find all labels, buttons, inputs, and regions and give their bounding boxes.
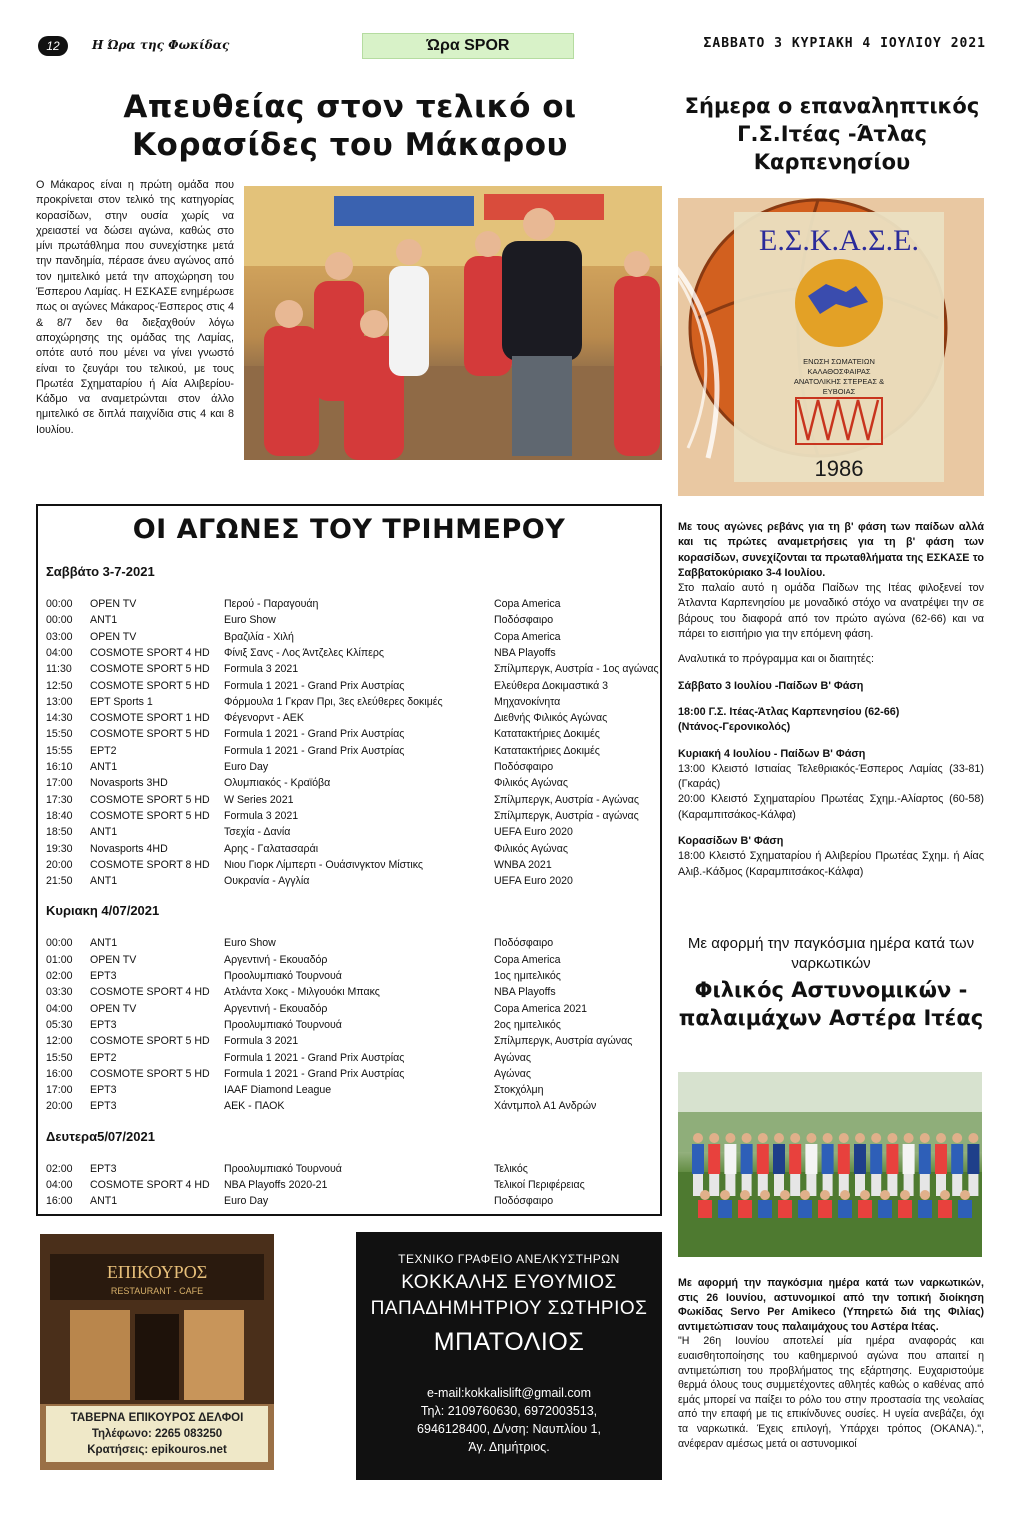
- schedule-channel: COSMOTE SPORT 5 HD: [90, 679, 210, 692]
- schedule-program: Euro Show: [224, 937, 276, 950]
- schedule-row: [46, 1052, 658, 1068]
- player-figure: [919, 1144, 931, 1174]
- lift-email: e-mail:kokkalislift@gmail.com: [426, 1386, 592, 1400]
- schedule-program: Formula 1 2021 - Grand Prix Αυστρίας: [224, 679, 405, 692]
- schedule-title: ΟΙ ΑΓΩΝΕΣ ΤΟΥ ΤΡΙΗΜΕΡΟΥ: [132, 514, 566, 545]
- player-figure: [757, 1144, 769, 1174]
- kneeling-player: [718, 1200, 732, 1218]
- schedule-time: 00:00: [46, 598, 73, 610]
- schedule-program: Τσεχία - Δανία: [224, 826, 291, 839]
- schedule-channel: EPT2: [90, 1051, 117, 1064]
- schedule-category: Copa America 2021: [494, 1002, 588, 1015]
- kneeling-player-head: [740, 1190, 750, 1200]
- schedule-time: 16:00: [46, 1195, 73, 1208]
- schedule-time: 17:00: [46, 777, 73, 790]
- schedule-channel: ANT1: [90, 826, 118, 839]
- schedule-channel: OPEN TV: [90, 1002, 137, 1015]
- logo-caption-2: ΚΑΛΑΘΟΣΦΑΙΡΑΣ: [807, 367, 871, 376]
- article-body-korasides: Ο Μάκαρος είναι η πρώτη ομάδα που προκρίνεται στον τελικό της κατηγορίας κορασίδων, στην ουσία χωρίς να χρειαστεί να δώσει αγώνα, καθώς στο μίνι πρωτάθλημα που συνεχίστηκε μετά την πανδημία, πέρασε άνευ αγώνος από τον ημιτελικό μετά την αποχώρηση του Έσπερου Λαμίας. Η ΕΣΚΑΣΕ ενημέρωσε πως οι αγώνες Μάκαρος-Έσπερος στις 4 & 8/7 δεν θα διεξαχθούν λόγω αποχώρησης της ομάδας της Λαμίας, οπότε αυτό που μένει να γίνει γνωστό είναι το ζευγάρι του τελικού, με τους Πρωτέα Σχηματαρίου ή Αία Αλιβερίου-Κάδμο να αναμετρώνται στον άλλο ημιτελικό σε διπλά παιχνίδια στις 4 και 8 Ιουλίου.: [36, 179, 234, 436]
- schedule-program: Formula 1 2021 - Grand Prix Αυστρίας: [224, 744, 405, 757]
- kneeling-player: [898, 1200, 912, 1218]
- lift-line2: ΚΟΚΚΑΛΗΣ ΕΥΘΥΜΙΟΣ: [401, 1272, 617, 1293]
- lift-line1: ΤΕΧΝΙΚΟ ΓΡΑΦΕΙΟ ΑΝΕΛΚΥΣΤΗΡΩΝ: [398, 1252, 620, 1266]
- logo-title: Ε.Σ.Κ.Α.Σ.Ε.: [759, 224, 919, 257]
- schedule-category: Σπίλμπεργκ, Αυστρία - αγώνας: [494, 809, 639, 822]
- paper-name: Η Ώρα της Φωκίδας: [92, 38, 230, 52]
- schedule-program: Αργεντινή - Εκουαδόρ: [224, 953, 328, 966]
- schedule-channel: Novasports 3HD: [90, 777, 168, 790]
- schedule-row: [46, 712, 658, 728]
- schedule-program: Προολυμπιακό Τουρνουά: [224, 1018, 342, 1031]
- schedule-channel: EPT3: [90, 1162, 117, 1175]
- photo-team-group: [678, 1072, 982, 1257]
- player-head: [887, 1133, 897, 1143]
- player-figure: [708, 1144, 720, 1174]
- schedule-row: [46, 1195, 658, 1211]
- kneeling-player-head: [940, 1190, 950, 1200]
- schedule-program: Φίνιξ Σανς - Λος Άντζελες Κλίπερς: [224, 646, 385, 659]
- kneeling-player-head: [800, 1190, 810, 1200]
- schedule-channel: EPT3: [90, 1084, 117, 1097]
- player-head: [968, 1133, 978, 1143]
- schedule-row: [46, 1179, 658, 1195]
- kneeling-player: [738, 1200, 752, 1218]
- schedule-program: Προολυμπιακό Τουρνουά: [224, 1162, 342, 1175]
- schedule-program: Euro Show: [224, 614, 276, 627]
- schedule-channel: EPT Sports 1: [90, 695, 153, 708]
- schedule-time: 03:30: [46, 986, 73, 999]
- tavern-info: [46, 1406, 268, 1462]
- player-legs: [871, 1174, 881, 1196]
- schedule-program: Formula 3 2021: [224, 809, 299, 822]
- schedule-category: UEFA Euro 2020: [494, 826, 573, 839]
- schedule-row: [46, 937, 658, 953]
- schedule-row: [46, 1003, 658, 1019]
- player-figure: [903, 1144, 915, 1174]
- player-figure: [854, 1144, 866, 1174]
- schedule-row: [46, 1019, 658, 1035]
- itea-sun-head: Κυριακή 4 Ιουλίου - Παίδων Β' Φάση: [678, 747, 866, 760]
- player-figure: [886, 1144, 898, 1174]
- player-head: [790, 1133, 800, 1143]
- schedule-category: Μηχανοκίνητα: [494, 695, 561, 708]
- schedule-category: Copa America: [494, 953, 561, 966]
- schedule-category: Αγώνας: [494, 1051, 531, 1064]
- kneeling-player-head: [960, 1190, 970, 1200]
- player-head: [709, 1133, 719, 1143]
- schedule-time: 21:50: [46, 875, 73, 888]
- kneeling-player: [818, 1200, 832, 1218]
- schedule-row: [46, 761, 658, 777]
- schedule-time: 16:00: [46, 1067, 73, 1080]
- schedule-time: 16:10: [46, 761, 73, 773]
- schedule-program: NBA Playoffs 2020-21: [224, 1179, 328, 1191]
- schedule-program: Νιου Γιορκ Λίμπερτι - Ουάσινγκτον Μίστικς: [224, 858, 423, 871]
- schedule-category: Ελεύθερα Δοκιμαστικά 3: [494, 679, 609, 692]
- schedule-time: 12:50: [46, 679, 73, 692]
- player-figure: [967, 1144, 979, 1174]
- schedule-row: [46, 745, 658, 761]
- kneeling-player: [958, 1200, 972, 1218]
- schedule-category: Φιλικός Αγώνας: [494, 777, 568, 790]
- schedule-program: IAAF Diamond League: [224, 1084, 332, 1097]
- player-head: [774, 1133, 784, 1143]
- schedule-row: [46, 631, 658, 647]
- kneeling-player: [858, 1200, 872, 1218]
- kneeling-player: [878, 1200, 892, 1218]
- itea-para3: Αναλυτικά το πρόγραμμα και οι διαιτητές:: [678, 653, 874, 666]
- player-head: [839, 1133, 849, 1143]
- issue-date: ΣΑΒΒΑΤΟ 3 ΚΥΡΙΑΚΗ 4 ΙΟΥΛΙΟΥ 2021: [703, 36, 986, 51]
- schedule-category: NBA Playoffs: [494, 646, 556, 659]
- player-figure: [692, 1144, 704, 1174]
- player-figure: [951, 1144, 963, 1174]
- schedule-row: [46, 970, 658, 986]
- schedule-row: [46, 1163, 658, 1179]
- kneeling-player-head: [880, 1190, 890, 1200]
- article-title-korasides: Απευθείας στον τελικό οι Κορασίδες του Μάκαρου: [123, 89, 577, 163]
- schedule-channel: ANT1: [90, 614, 118, 627]
- schedule-program: Formula 3 2021: [224, 663, 299, 676]
- schedule-row: [46, 843, 658, 859]
- schedule-channel: EPT2: [90, 744, 117, 757]
- schedule-channel: COSMOTE SPORT 4 HD: [90, 1179, 210, 1191]
- schedule-program: Euro Day: [224, 1195, 269, 1208]
- schedule-row: [46, 728, 658, 744]
- itea-kor-head: Κορασίδων Β' Φάση: [678, 835, 784, 848]
- schedule-category: Copa America: [494, 630, 561, 643]
- schedule-program: Φέγενορντ - ΑΕΚ: [224, 712, 304, 725]
- player-head: [758, 1133, 768, 1143]
- article-police-text: [678, 1276, 984, 1451]
- lift-line3: ΠΑΠΑΔΗΜΗΤΡΙΟΥ ΣΩΤΗΡΙΟΣ: [370, 1298, 648, 1319]
- player-figure: [870, 1144, 882, 1174]
- itea-sat-refs: (Ντάνος-Γερονικολός): [678, 721, 791, 734]
- schedule-channel: Novasports 4HD: [90, 842, 168, 855]
- itea-sat-head: Σάββατο 3 Ιουλίου -Παίδων Β' Φάση: [678, 679, 864, 692]
- lift-phones: Τηλ: 2109760630, 6972003513,: [420, 1404, 598, 1418]
- player-legs: [790, 1174, 800, 1196]
- schedule-program: Formula 1 2021 - Grand Prix Αυστρίας: [224, 728, 405, 741]
- schedule-program: Formula 1 2021 - Grand Prix Αυστρίας: [224, 1051, 405, 1064]
- lift-address2: Άγ. Δημήτριος.: [468, 1440, 550, 1454]
- player-head: [725, 1133, 735, 1143]
- player-figure: [838, 1144, 850, 1174]
- schedule-channel: COSMOTE SPORT 5 HD: [90, 1067, 210, 1080]
- page-number: 12: [38, 36, 68, 56]
- schedule-row: [46, 954, 658, 970]
- schedule-day-heading: Κυριακη 4/07/2021: [46, 903, 160, 919]
- kneeling-player: [778, 1200, 792, 1218]
- player-head: [693, 1133, 703, 1143]
- player-head: [855, 1133, 865, 1143]
- schedule-category: Τελικός: [494, 1162, 528, 1175]
- player-head: [871, 1133, 881, 1143]
- schedule-category: Copa America: [494, 598, 561, 610]
- schedule-program: W Series 2021: [224, 793, 294, 806]
- schedule-channel: EPT3: [90, 970, 117, 982]
- schedule-program: Formula 3 2021: [224, 1035, 299, 1048]
- lift-contact: [356, 1384, 662, 1456]
- logo-year: 1986: [814, 456, 864, 481]
- kneeling-player-head: [900, 1190, 910, 1200]
- schedule-category: Ποδόσφαιρο: [494, 761, 554, 773]
- schedule-category: UEFA Euro 2020: [494, 875, 573, 888]
- logo-caption-4: ΕΥΒΟΙΑΣ: [822, 387, 856, 396]
- schedule-program: Ατλάντα Χοκς - Μιλγουόκι Μπακς: [224, 986, 380, 999]
- player-figure: [741, 1144, 753, 1174]
- photo-team-group-art: [678, 1072, 982, 1257]
- schedule-channel: ANT1: [90, 761, 118, 773]
- schedule-channel: COSMOTE SPORT 5 HD: [90, 793, 210, 806]
- player-head: [904, 1133, 914, 1143]
- kneeling-player: [938, 1200, 952, 1218]
- schedule-program: Ουκρανία - Αγγλία: [224, 875, 310, 888]
- police-body: "Η 26η Ιουνίου αποτελεί μία ημέρα αναφοράς και ευαισθητοποίησης του καθημερινού αγώνα που απαιτεί η αντιμετώπιση του προβλήματος της εξάρτησης. Ευχαριστούμε θερμά όλους τους συμμετέχοντες αθλητές καθώς ο καθένας από εμάς μπορεί να παίξει το ρόλο του στην προστασία της νεολαίας από την επαφή με τις επικίνδυνες ουσίες. Η υγεία ανεβάζει, όχι τα ναρκωτικά. Έχεις επιλογή, Υπάρχει τρόπος (ΟΚΑΝΑ).", ανέφεραν αμέσως μετά οι αστυνομικοί: [678, 1335, 984, 1450]
- schedule-time: 11:30: [46, 663, 72, 676]
- article-itea-intro: [678, 520, 984, 880]
- schedule-category: WNBA 2021: [494, 858, 552, 871]
- schedule-program: Βραζιλία - Χιλή: [224, 630, 294, 643]
- kneeling-player-head: [860, 1190, 870, 1200]
- tavern-line1: ΤΑΒΕΡΝΑ ΕΠΙΚΟΥΡΟΣ ΔΕΛΦΟΙ: [70, 1412, 244, 1424]
- eskase-logo-image: [678, 198, 984, 496]
- itea-sun-g1: 13:00 Κλειστό Ιστιαίας Τελεθριακός-Έσπερος Λαμίας (33-81) (Γκαράς): [678, 762, 984, 791]
- photo-basketball-team-art: [244, 186, 662, 460]
- schedule-category: Ποδόσφαιρο: [494, 1195, 554, 1208]
- schedule-program: Euro Day: [224, 761, 269, 773]
- schedule-program: Αργεντινή - Εκουαδόρ: [224, 1002, 328, 1015]
- schedule-time: 15:50: [46, 1051, 73, 1064]
- schedule-row: [46, 696, 658, 712]
- kneeling-player-head: [700, 1190, 710, 1200]
- kneeling-player: [758, 1200, 772, 1218]
- schedule-channel: EPT3: [90, 1018, 117, 1031]
- schedule-category: Διεθνής Φιλικός Αγώνας: [494, 712, 608, 725]
- schedule-row: [46, 1100, 658, 1116]
- lift-address1: 6946128400, Δ/νση: Ναυπλίου 1,: [417, 1422, 601, 1436]
- article-police-title: Φιλικός Αστυνομικών - παλαιμάχων Αστέρα Ιτέας: [678, 978, 984, 1030]
- schedule-category: Στοκχόλμη: [494, 1084, 544, 1097]
- photo-basketball-team: [244, 186, 662, 460]
- lift-line4: ΜΠΑΤΟΛΙΟΣ: [433, 1328, 585, 1356]
- schedule-row: [46, 614, 658, 630]
- schedule-category: 1ος ημιτελικός: [494, 970, 561, 982]
- schedule-time: 20:00: [46, 1100, 73, 1113]
- schedule-row: [46, 1068, 658, 1084]
- schedule-channel: COSMOTE SPORT 1 HD: [90, 712, 210, 725]
- article-police-kicker: Με αφορμή την παγκόσμια ημέρα κατά των ναρκωτικών: [687, 935, 975, 972]
- schedule-row: [46, 1035, 658, 1051]
- schedule-category: Κατατακτήριες Δοκιμές: [494, 728, 600, 741]
- tavern-line3: Κρατήσεις: epikouros.net: [87, 1444, 227, 1456]
- tavern-line2: Τηλέφωνο: 2265 083250: [91, 1428, 223, 1440]
- player-figure: [789, 1144, 801, 1174]
- itea-sun-g2: 20:00 Κλειστό Σχηματαρίου Πρωτέας Σχημ.-Αλίαρτος (60-58) (Καραμπιτσάκος-Κάλφα): [678, 793, 984, 821]
- schedule-category: Ποδόσφαιρο: [494, 937, 554, 950]
- schedule-program: Ολυμπιακός - Κραϊόβα: [224, 777, 331, 790]
- schedule-time: 05:30: [46, 1018, 73, 1031]
- player-head: [823, 1133, 833, 1143]
- eskase-logo-art: [678, 198, 984, 496]
- schedule-program: Περού - Παραγουάη: [224, 598, 319, 610]
- ad-tavern-epikouros: [40, 1234, 274, 1470]
- schedule-category: Αγώνας: [494, 1067, 531, 1080]
- schedule-time: 18:50: [46, 826, 73, 839]
- player-head: [920, 1133, 930, 1143]
- tavern-sign-sub: RESTAURANT - CAFE: [110, 1286, 204, 1296]
- schedule-channel: COSMOTE SPORT 5 HD: [90, 1035, 210, 1048]
- schedule-row: [46, 810, 658, 826]
- kneeling-player: [918, 1200, 932, 1218]
- schedule-channel: COSMOTE SPORT 4 HD: [90, 646, 210, 659]
- kneeling-player: [798, 1200, 812, 1218]
- schedule-row: [46, 598, 658, 614]
- schedule-row: [46, 875, 658, 891]
- player-head: [806, 1133, 816, 1143]
- schedule-channel: OPEN TV: [90, 630, 137, 643]
- schedule-channel: COSMOTE SPORT 5 HD: [90, 663, 210, 676]
- ad-lift-office: [356, 1232, 662, 1480]
- schedule-program: Formula 1 2021 - Grand Prix Αυστρίας: [224, 1067, 405, 1080]
- player-head: [952, 1133, 962, 1143]
- schedule-row: [46, 794, 658, 810]
- itea-para2: Στο παλαίο αυτό η ομάδα Παίδων της Ιτέας φιλοξενεί τον Άτλαντα Καρπενησίου με μοναδικό στόχο να ανατρέψει την σε βάρους του διαφορά από τον πρώτο αγώνα (62-66) και να πάρει το εισιτήριο για την επόμενη φάση.: [678, 582, 984, 641]
- schedule-category: Σπίλμπεργκ, Αυστρία - 1ος αγώνας: [494, 663, 659, 676]
- schedule-category: 2ος ημιτελικός: [494, 1018, 561, 1031]
- schedule-time: 12:00: [46, 1035, 73, 1048]
- player-figure: [773, 1144, 785, 1174]
- kneeling-player-head: [720, 1190, 730, 1200]
- schedule-channel: EPT3: [90, 1100, 117, 1113]
- player-figure: [822, 1144, 834, 1174]
- schedule-category: Ποδόσφαιρο: [494, 614, 554, 627]
- logo-caption-1: ΕΝΩΣΗ ΣΩΜΑΤΕΙΩΝ: [803, 357, 875, 366]
- kneeling-player: [698, 1200, 712, 1218]
- section-label: Ώρα SPOR: [362, 33, 574, 59]
- schedule-category: Χάντμπολ Α1 Ανδρών: [494, 1100, 597, 1113]
- schedule-day-heading: Σαββάτο 3-7-2021: [46, 564, 155, 579]
- schedule-time: 01:00: [46, 953, 73, 966]
- player-legs: [709, 1174, 719, 1196]
- player-figure: [935, 1144, 947, 1174]
- itea-kor-g1: 18:00 Κλειστό Σχηματαρίου ή Αλιβερίου Πρωτέας Σχημ. ή Αίας Αλιβ.-Κάδμος (Καραμπιτσάκος-Κάλφα): [678, 850, 984, 878]
- schedule-day-heading: Δευτερα5/07/2021: [46, 1128, 155, 1144]
- tavern-sign-text: ΕΠΙΚΟΥΡΟΣ: [106, 1262, 208, 1282]
- schedule-program: ΑΕΚ - ΠΑΟΚ: [224, 1100, 285, 1113]
- kneeling-player-head: [820, 1190, 830, 1200]
- schedule-row: [46, 663, 658, 679]
- schedule-time: 19:30: [46, 842, 73, 855]
- player-head: [936, 1133, 946, 1143]
- schedule-time: 02:00: [46, 970, 73, 982]
- schedule-category: Φιλικός Αγώνας: [494, 842, 568, 855]
- schedule-time: 20:00: [46, 858, 73, 871]
- schedule-time: 15:50: [46, 728, 73, 741]
- schedule-category: Κατατακτήριες Δοκιμές: [494, 744, 600, 757]
- player-figure: [805, 1144, 817, 1174]
- player-legs: [968, 1174, 978, 1196]
- schedule-category: NBA Playoffs: [494, 986, 556, 999]
- itea-sat-game: 18:00 Γ.Σ. Ιτέας-Άτλας Καρπενησίου (62-66): [678, 705, 900, 718]
- schedule-time: 13:00: [46, 695, 73, 708]
- schedule-category: Τελικοί Περιφέρειας: [494, 1179, 585, 1191]
- schedule-channel: ANT1: [90, 875, 118, 888]
- schedule-row: [46, 1084, 658, 1100]
- schedule-row: [46, 777, 658, 793]
- schedule-channel: COSMOTE SPORT 4 HD: [90, 986, 210, 999]
- kneeling-player-head: [780, 1190, 790, 1200]
- player-figure: [724, 1144, 736, 1174]
- schedule-program: Αρης - Γαλατασαράι: [224, 842, 319, 855]
- itea-intro-text: Με τους αγώνες ρεβάνς για τη β' φάση των παίδων αλλά και τις πρώτες αναμετρήσεις για τη β' φάση των κορασίδων, συνεχίζονται τα πρωταθλήματα της ΕΣΚΑΣΕ το Σαββατοκύριακο 3-4 Ιουλίου.: [678, 521, 984, 579]
- schedule-channel: COSMOTE SPORT 8 HD: [90, 858, 210, 871]
- schedule-time: 03:00: [46, 630, 73, 643]
- schedule-channel: ANT1: [90, 1195, 118, 1208]
- kneeling-player-head: [920, 1190, 930, 1200]
- schedule-time: 15:55: [46, 744, 73, 757]
- schedule-program: Φόρμουλα 1 Γκραν Πρι, 3ες ελεύθερες δοκιμές: [224, 695, 443, 708]
- schedule-time: 04:00: [46, 646, 73, 659]
- schedule-category: Σπίλμπεργκ, Αυστρία - Αγώνας: [494, 793, 639, 806]
- kneeling-player-head: [760, 1190, 770, 1200]
- player-head: [742, 1133, 752, 1143]
- schedule-time: 18:40: [46, 809, 73, 822]
- schedule-category: Σπίλμπεργκ, Αυστρία αγώνας: [494, 1035, 633, 1048]
- schedule-channel: COSMOTE SPORT 5 HD: [90, 809, 210, 822]
- article-title-itea: Σήμερα ο επαναληπτικός Γ.Σ.Ιτέας -Άτλας Καρπενησίου: [684, 94, 980, 174]
- schedule-channel: OPEN TV: [90, 598, 137, 610]
- schedule-row: [46, 647, 658, 663]
- schedule-time: 00:00: [46, 937, 73, 950]
- schedule-program: Προολυμπιακό Τουρνουά: [224, 970, 342, 982]
- kneeling-player: [838, 1200, 852, 1218]
- schedule-time: 04:00: [46, 1179, 73, 1191]
- schedule-channel: ANT1: [90, 937, 118, 950]
- schedule-time: 04:00: [46, 1002, 73, 1015]
- schedule-time: 17:30: [46, 793, 73, 806]
- schedule-channel: OPEN TV: [90, 953, 137, 966]
- schedule-row: [46, 986, 658, 1002]
- schedule-row: [46, 680, 658, 696]
- schedule-row: [46, 826, 658, 842]
- schedule-time: 17:00: [46, 1084, 73, 1097]
- schedule-time: 02:00: [46, 1162, 73, 1175]
- schedule-channel: COSMOTE SPORT 5 HD: [90, 728, 210, 741]
- tv-schedule-box: [36, 504, 662, 1216]
- kneeling-player-head: [840, 1190, 850, 1200]
- schedule-time: 00:00: [46, 614, 73, 627]
- police-lead: Με αφορμή την παγκόσμια ημέρα κατά των ναρκωτικών, στις 26 Ιουνίου, αστυνομικοί από την τοπική διοίκηση Φωκίδας Servo Per Amikeco (Υπηρετώ διά της Φιλίας) αντιμετώπισαν τους παλαιμάχους του Αστέρα Ιτέας.: [678, 1277, 984, 1333]
- logo-caption-3: ΑΝΑΤΟΛΙΚΗΣ ΣΤΕΡΕΑΣ &: [793, 377, 885, 386]
- schedule-row: [46, 859, 658, 875]
- schedule-time: 14:30: [46, 712, 73, 725]
